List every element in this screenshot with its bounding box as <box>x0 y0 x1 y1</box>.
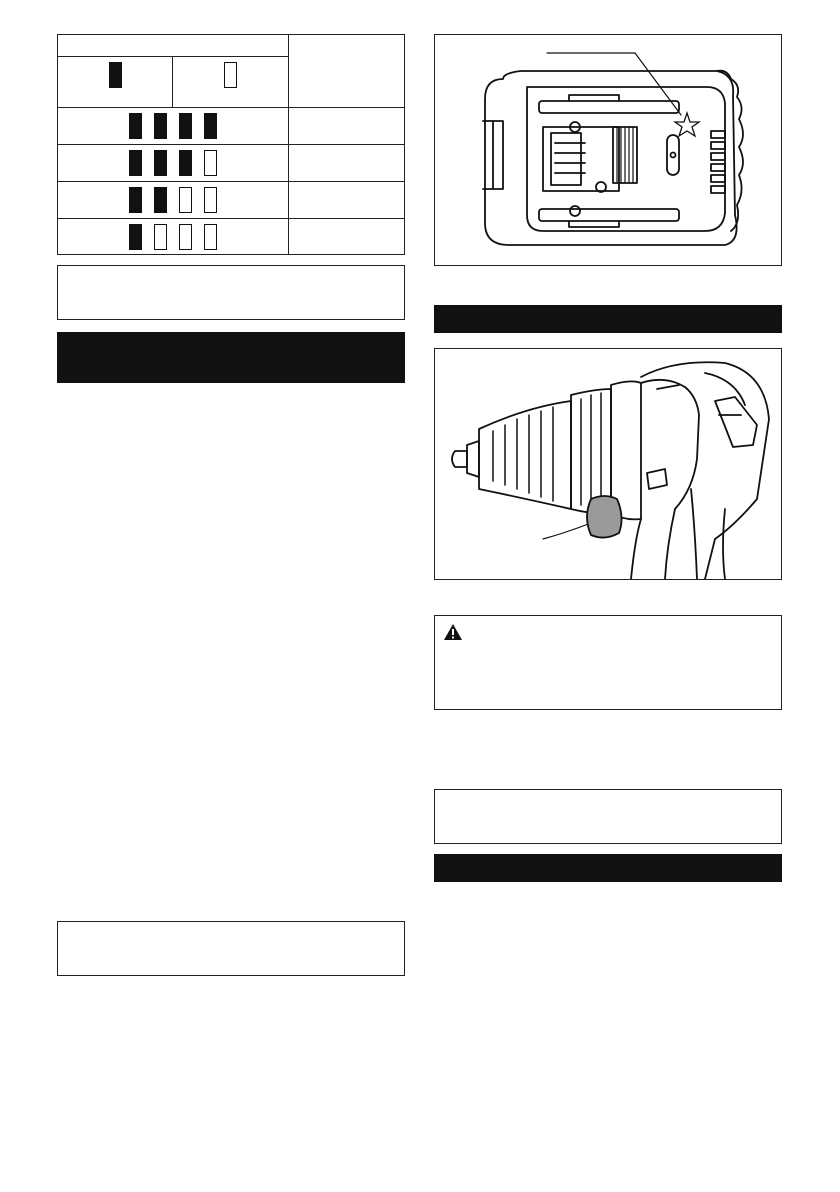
section-heading-bar <box>57 332 405 383</box>
indicator-lamp-lit <box>129 224 142 250</box>
warning-triangle-icon <box>443 623 463 641</box>
switch-section-heading-bar <box>434 305 782 333</box>
indicator-lamp-off <box>204 150 217 176</box>
indicator-row <box>58 218 404 256</box>
indicator-lamp-off <box>204 187 217 213</box>
indicator-row <box>58 144 404 182</box>
indicator-row <box>58 181 404 219</box>
warning-box <box>434 615 782 710</box>
section-heading-bar-bottom <box>434 854 782 882</box>
legend-lit-lamp <box>109 62 122 88</box>
capacity-indicator-table <box>57 34 405 255</box>
note-box-bottom <box>57 921 405 976</box>
indicator-lamp-lit <box>179 113 192 139</box>
note-box-indicator <box>57 265 405 320</box>
note-box-right <box>434 789 782 844</box>
indicator-lamp-lit <box>129 150 142 176</box>
drill-figure <box>434 348 782 580</box>
cordless-drill-icon <box>435 349 781 579</box>
switch-trigger-highlight <box>587 496 622 538</box>
battery-figure <box>434 34 782 266</box>
indicator-lamp-off <box>154 224 167 250</box>
indicator-lamp-lit <box>129 187 142 213</box>
table-subheader-line <box>58 56 288 57</box>
battery-underside-icon <box>435 35 781 265</box>
indicator-lamp-lit <box>129 113 142 139</box>
indicator-lamp-off <box>204 224 217 250</box>
table-legend-divider <box>172 56 173 107</box>
indicator-row <box>58 107 404 145</box>
indicator-lamp-lit <box>204 113 217 139</box>
indicator-lamp-lit <box>154 150 167 176</box>
indicator-lamp-lit <box>154 113 167 139</box>
indicator-lamp-lit <box>179 150 192 176</box>
indicator-lamp-off <box>179 187 192 213</box>
legend-off-lamp <box>224 62 237 88</box>
indicator-lamp-lit <box>154 187 167 213</box>
star-icon <box>675 113 699 136</box>
indicator-lamp-off <box>179 224 192 250</box>
